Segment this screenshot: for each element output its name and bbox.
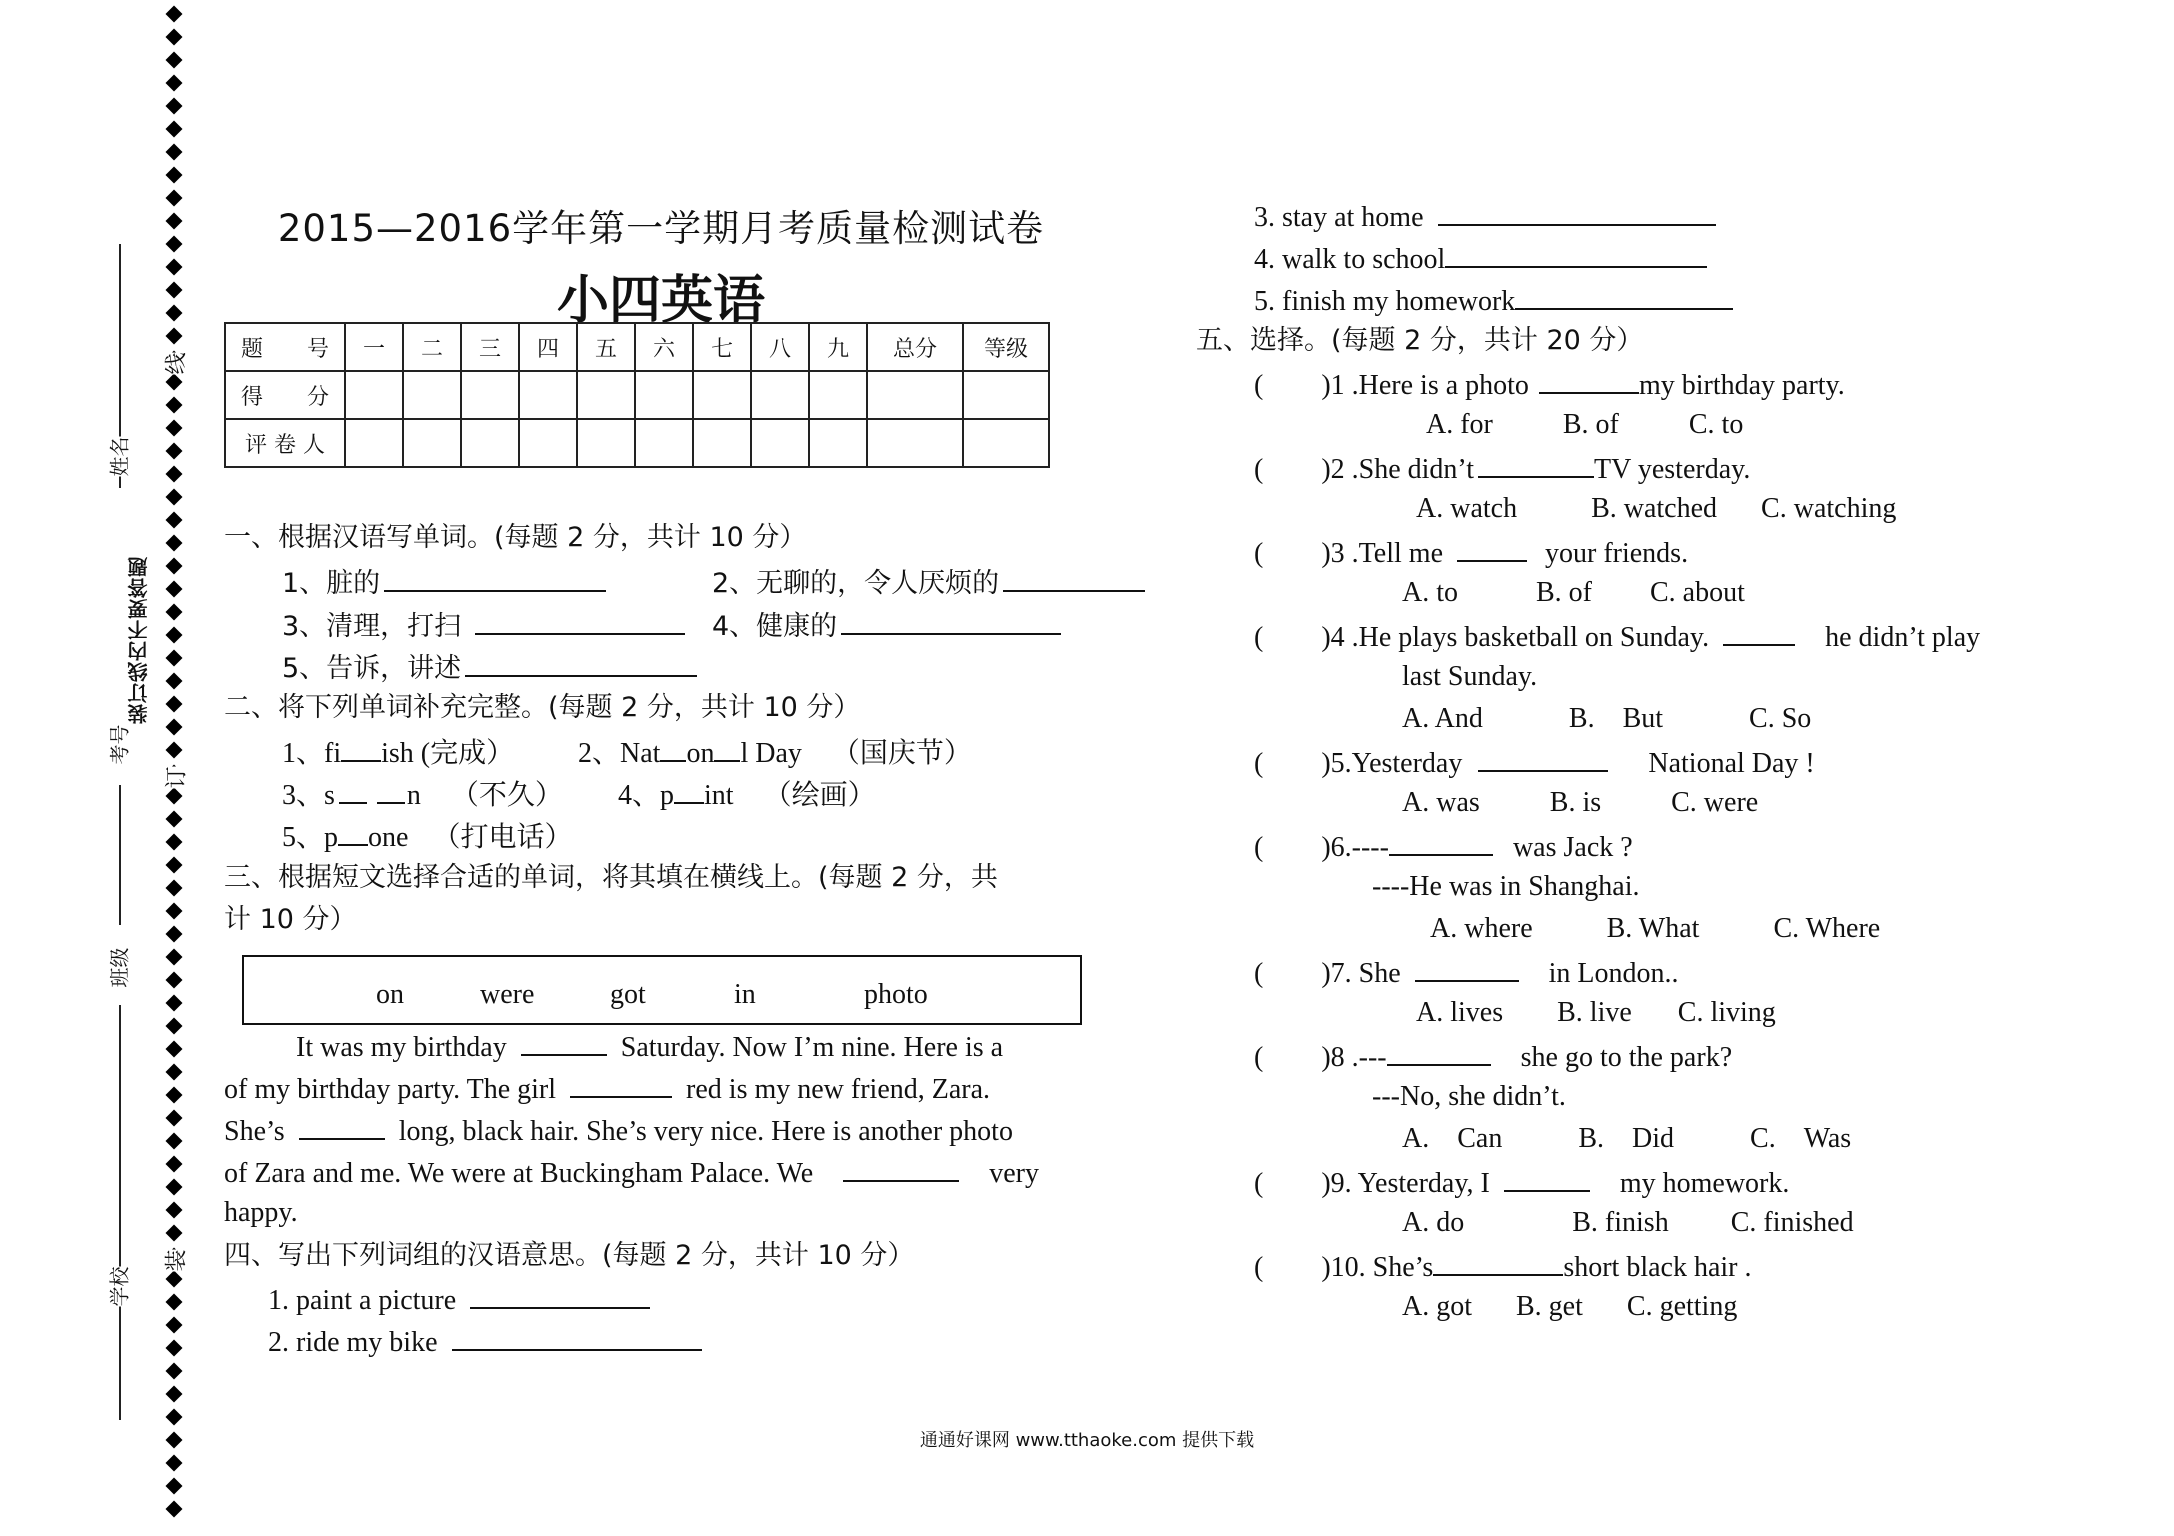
mc-stem: )9. Yesterday, I — [1321, 1168, 1490, 1199]
passage-text: of my birthday party. The girl — [224, 1074, 557, 1105]
mc-option[interactable]: C. So — [1749, 703, 1812, 734]
sec2-q5 — [282, 818, 572, 855]
answer-blank[interactable] — [1438, 198, 1716, 226]
diamond-mark — [166, 1179, 183, 1196]
diamond-mark — [166, 236, 183, 253]
diamond-mark — [166, 75, 183, 92]
sec2-q1-end: ish (完成） — [381, 738, 515, 769]
sec2-q3 — [282, 776, 563, 813]
sec2-q3-hint: （不久） — [450, 780, 563, 811]
section-1-heading: 一、根据汉语写单词。(每题 2 分，共计 10 分） — [224, 522, 807, 553]
seal-mark-line: 线 — [160, 352, 191, 374]
diamond-mark — [166, 1317, 183, 1334]
letter-blank[interactable] — [660, 734, 686, 762]
answer-blank[interactable] — [384, 564, 606, 592]
answer-blank[interactable] — [521, 1028, 607, 1056]
diamond-mark — [166, 627, 183, 644]
sec2-q1-start: 1、fi — [282, 738, 342, 769]
diamond-mark — [166, 949, 183, 966]
school-label: 学校 — [104, 1267, 133, 1307]
passage-text: of Zara and me. We were at Buckingham Palace. We — [224, 1158, 814, 1189]
mc-option[interactable]: A. Can — [1402, 1123, 1503, 1154]
diamond-mark — [166, 305, 183, 322]
diamond-mark — [166, 995, 183, 1012]
diamond-mark — [166, 397, 183, 414]
diamond-mark — [166, 1064, 183, 1081]
sec4-q3 — [1254, 198, 1720, 235]
diamond-mark — [166, 144, 183, 161]
answer-blank[interactable] — [465, 649, 697, 677]
diamond-mark — [166, 1294, 183, 1311]
score-cell[interactable] — [867, 371, 963, 419]
answer-paren[interactable]: ( — [1254, 748, 1264, 779]
diamond-mark — [166, 719, 183, 736]
diamond-mark — [166, 604, 183, 621]
diamond-mark — [166, 259, 183, 276]
answer-paren[interactable]: ( — [1254, 958, 1264, 989]
mc-option[interactable]: C. to — [1688, 409, 1744, 440]
mc-stem: )3 .Tell me — [1321, 538, 1443, 569]
score-cell[interactable] — [809, 371, 867, 419]
diamond-mark — [166, 972, 183, 989]
answer-paren[interactable]: ( — [1254, 1168, 1264, 1199]
answer-paren[interactable]: ( — [1254, 622, 1264, 653]
passage-line-3 — [224, 1112, 1013, 1149]
letter-blank[interactable] — [674, 776, 704, 804]
download-footer: 通通好课网 www.tthaoke.com 提供下载 — [919, 1430, 1255, 1451]
score-col-2: 二 — [403, 323, 461, 371]
sec1-q1-text: 1、脏的 — [282, 568, 381, 599]
mc-option[interactable]: A. And — [1402, 703, 1483, 734]
mc-option[interactable]: B. is — [1549, 787, 1602, 818]
answer-blank[interactable] — [570, 1070, 672, 1098]
diamond-mark — [166, 1110, 183, 1127]
seal-line-notice: 装订线内不要答题 — [127, 556, 151, 724]
mc-option[interactable]: C. getting — [1626, 1291, 1738, 1322]
score-table — [224, 322, 1050, 468]
score-row — [225, 371, 1049, 419]
score-col-6: 六 — [635, 323, 693, 371]
word-bank-item: photo — [864, 979, 928, 1010]
sec1-q3-text: 3、清理，打扫 — [282, 611, 462, 642]
passage-text: She’s — [224, 1116, 285, 1147]
answer-paren[interactable]: ( — [1254, 370, 1264, 401]
sec2-q3-end: n — [406, 780, 421, 811]
grader-cell[interactable] — [867, 419, 963, 467]
mc-option[interactable]: C. were — [1671, 787, 1759, 818]
answer-blank[interactable] — [452, 1323, 702, 1351]
answer-paren[interactable]: ( — [1254, 454, 1264, 485]
section-2-heading: 二、将下列单词补充完整。(每题 2 分，共计 10 分） — [224, 692, 861, 723]
letter-blank[interactable] — [377, 776, 405, 804]
sec4-q5-text: 5. finish my homework — [1254, 286, 1516, 317]
diamond-mark — [166, 834, 183, 851]
score-col-grade: 等级 — [963, 323, 1049, 371]
sec1-q2-text: 2、无聊的，令人厌烦的 — [712, 568, 1000, 599]
mc-q9 — [1254, 1164, 1789, 1201]
sec4-q2 — [268, 1323, 706, 1360]
score-col-3: 三 — [461, 323, 519, 371]
sec4-q1-text: 1. paint a picture — [268, 1285, 457, 1316]
answer-paren[interactable]: ( — [1254, 1252, 1264, 1283]
diamond-mark — [166, 880, 183, 897]
passage-line-5: happy. — [224, 1197, 298, 1228]
mc-stem: my birthday party. — [1638, 370, 1845, 401]
sec4-q3-text: 3. stay at home — [1254, 202, 1424, 233]
score-col-1: 一 — [345, 323, 403, 371]
mc-option[interactable]: B. finish — [1572, 1207, 1669, 1238]
answer-blank[interactable] — [841, 607, 1061, 635]
diamond-mark — [166, 1087, 183, 1104]
mc-stem: your friends. — [1545, 538, 1689, 569]
exam-title: 2015—2016学年第一学期月考质量检测试卷 — [277, 207, 1045, 250]
diamond-mark — [166, 857, 183, 874]
section-5-heading: 五、选择。(每题 2 分，共计 20 分） — [1196, 325, 1644, 356]
mc-q5-options — [1402, 786, 1758, 820]
mc-stem: )1 .Here is a photo — [1321, 370, 1529, 401]
mc-stem: she go to the park? — [1520, 1042, 1733, 1073]
mc-q6-reply: ----He was in Shanghai. — [1372, 871, 1640, 902]
mc-option[interactable]: A. to — [1402, 577, 1458, 608]
passage-line-2 — [224, 1070, 990, 1107]
mc-option[interactable]: C. living — [1677, 997, 1776, 1028]
sec2-q5-start: 5、p — [282, 822, 339, 853]
mc-option[interactable]: B. of — [1562, 409, 1619, 440]
score-col-8: 八 — [751, 323, 809, 371]
mc-stem: he didn’t play — [1825, 622, 1981, 653]
diamond-mark — [166, 466, 183, 483]
exam-no-label: 考号 — [104, 725, 133, 765]
diamond-mark — [166, 1133, 183, 1150]
grader-cell[interactable] — [403, 419, 461, 467]
mc-q4-options — [1402, 702, 1811, 736]
mc-stem: in London.. — [1548, 958, 1679, 989]
answer-blank[interactable] — [470, 1281, 650, 1309]
diamond-mark — [166, 558, 183, 575]
answer-blank[interactable] — [1445, 240, 1707, 268]
diamond-mark — [166, 1386, 183, 1403]
score-row-label: 得 分 — [225, 371, 345, 419]
diamond-mark — [166, 167, 183, 184]
mc-option[interactable]: A. got — [1402, 1291, 1472, 1322]
diamond-mark — [166, 696, 183, 713]
grader-cell[interactable] — [577, 419, 635, 467]
passage-text: It was my birthday — [296, 1032, 507, 1063]
score-col-total: 总分 — [867, 323, 963, 371]
mc-q8-reply: ---No, she didn’t. — [1372, 1081, 1566, 1112]
diamond-mark — [166, 1271, 183, 1288]
mc-q9-options — [1402, 1206, 1854, 1240]
mc-option[interactable]: B. of — [1536, 577, 1592, 608]
answer-blank[interactable] — [1515, 282, 1733, 310]
mc-q4-cont: last Sunday. — [1402, 661, 1538, 692]
mc-option[interactable]: C. Where — [1773, 913, 1881, 944]
sec1-q4-text: 4、健康的 — [712, 611, 838, 642]
mc-option[interactable]: A. do — [1402, 1207, 1465, 1238]
exam-no-field-line — [119, 785, 121, 925]
mc-option[interactable]: A. watch — [1416, 493, 1518, 524]
mc-q1-options — [1426, 408, 1743, 442]
answer-blank[interactable] — [475, 607, 685, 635]
passage-line-4 — [224, 1154, 1039, 1191]
mc-option[interactable]: A. lives — [1416, 997, 1504, 1028]
mc-option[interactable]: B. live — [1557, 997, 1632, 1028]
mc-q3-options — [1402, 576, 1745, 610]
mc-option[interactable]: B. But — [1568, 703, 1664, 734]
score-cell[interactable] — [345, 371, 403, 419]
seal-mark-zhuang: 装 — [160, 1249, 191, 1271]
mc-q8-options — [1402, 1122, 1851, 1156]
grader-cell[interactable] — [635, 419, 693, 467]
diamond-mark — [166, 1409, 183, 1426]
answer-blank — [1504, 1164, 1590, 1192]
word-bank-item: on — [376, 979, 404, 1010]
diamond-mark — [166, 420, 183, 437]
diamond-mark — [166, 1340, 183, 1357]
sec4-q4-text: 4. walk to school — [1254, 244, 1446, 275]
mc-q1 — [1254, 366, 1845, 403]
section-3-heading: 三、根据短文选择合适的单词，将其填在横线上。(每题 2 分，共 — [224, 862, 998, 893]
mc-q3 — [1254, 534, 1688, 571]
name-label: 姓名 — [104, 437, 133, 477]
grader-cell[interactable] — [751, 419, 809, 467]
diamond-mark — [166, 788, 183, 805]
answer-blank — [1389, 828, 1493, 856]
grader-row — [225, 419, 1049, 467]
diamond-mark — [166, 282, 183, 299]
letter-blank[interactable] — [341, 734, 381, 762]
score-col-4: 四 — [519, 323, 577, 371]
mc-stem: )7. She — [1321, 958, 1401, 989]
sec1-q2 — [712, 564, 1149, 601]
passage-text: Saturday. Now I’m nine. Here is a — [620, 1032, 1004, 1063]
diamond-mark — [166, 811, 183, 828]
diamond-mark — [166, 1041, 183, 1058]
diamond-mark — [166, 1478, 183, 1495]
mc-q5 — [1254, 744, 1815, 781]
score-table-header-row — [225, 323, 1049, 371]
diamond-mark — [166, 52, 183, 69]
mc-option[interactable]: A. for — [1426, 409, 1493, 440]
school-field-line — [119, 1290, 121, 1420]
score-cell[interactable] — [577, 371, 635, 419]
mc-q2-options — [1416, 492, 1896, 526]
grader-cell[interactable] — [693, 419, 751, 467]
answer-paren[interactable]: ( — [1254, 832, 1264, 863]
mc-option[interactable]: B. get — [1516, 1291, 1583, 1322]
sec4-q5 — [1254, 282, 1737, 319]
score-cell[interactable] — [403, 371, 461, 419]
mc-stem: short black hair . — [1563, 1252, 1752, 1283]
sec2-q4-start: 4、p — [618, 780, 675, 811]
mc-option[interactable]: B. What — [1606, 913, 1700, 944]
diamond-mark — [166, 1156, 183, 1173]
mc-stem: )5.Yesterday — [1321, 748, 1463, 779]
sec2-q1 — [282, 734, 514, 771]
mc-q10-options — [1402, 1290, 1737, 1324]
passage-line-1 — [296, 1028, 1003, 1065]
passage-text: very — [989, 1158, 1039, 1189]
letter-blank[interactable] — [338, 818, 368, 846]
diamond-mark — [166, 926, 183, 943]
answer-blank[interactable] — [1003, 564, 1145, 592]
mc-option[interactable]: B. watched — [1591, 493, 1718, 524]
mc-q4 — [1254, 618, 1980, 655]
sec2-q2-part-b: on — [686, 738, 715, 769]
exam-subtitle: 小四英语 — [556, 271, 765, 331]
mc-option[interactable]: A. was — [1402, 787, 1480, 818]
diamond-mark — [166, 1501, 183, 1518]
mc-q8 — [1254, 1038, 1732, 1075]
answer-paren[interactable]: ( — [1254, 538, 1264, 569]
grader-cell[interactable] — [963, 419, 1049, 467]
mc-q6-options — [1430, 912, 1880, 946]
letter-blank[interactable] — [339, 776, 367, 804]
passage-text: long, black hair. She’s very nice. Here is another photo — [398, 1116, 1013, 1147]
diamond-mark — [166, 190, 183, 207]
grader-row-label: 评 卷 人 — [225, 419, 345, 467]
score-cell[interactable] — [693, 371, 751, 419]
mc-stem: was Jack ? — [1512, 832, 1633, 863]
mc-q2 — [1254, 450, 1750, 487]
diamond-mark — [166, 535, 183, 552]
answer-paren[interactable]: ( — [1254, 1042, 1264, 1073]
diamond-mark — [166, 581, 183, 598]
class-label: 班级 — [104, 948, 133, 988]
sec1-q4 — [712, 607, 1065, 644]
mc-stem: )8 .--- — [1321, 1042, 1387, 1073]
mc-option[interactable]: C. about — [1650, 577, 1745, 608]
sec2-q4-end: int — [704, 780, 734, 811]
sec4-q4 — [1254, 240, 1711, 277]
mc-q7-options — [1416, 996, 1776, 1030]
diamond-mark — [166, 1018, 183, 1035]
diamond-mark — [166, 673, 183, 690]
diamond-mark — [166, 374, 183, 391]
answer-blank[interactable] — [299, 1112, 385, 1140]
answer-blank — [1478, 744, 1608, 772]
diamond-mark — [166, 489, 183, 506]
diamond-mark — [166, 650, 183, 667]
diamond-mark — [166, 1225, 183, 1242]
mc-stem: )4 .He plays basketball on Sunday. — [1321, 622, 1710, 653]
diamond-mark — [166, 29, 183, 46]
diamond-mark — [166, 328, 183, 345]
sec2-q4 — [618, 776, 876, 813]
diamond-mark — [166, 98, 183, 115]
mc-stem: National Day ! — [1648, 748, 1815, 779]
mc-stem: )2 .She didn’t — [1321, 454, 1475, 485]
mc-option[interactable]: B. Did — [1578, 1123, 1675, 1154]
mc-stem: my homework. — [1619, 1168, 1790, 1199]
diamond-mark — [166, 512, 183, 529]
diamond-mark — [166, 742, 183, 759]
sec2-q2-part-c: l Day — [740, 738, 802, 769]
diamond-mark — [166, 1455, 183, 1472]
sec2-q2-part-a: 2、Nat — [578, 738, 661, 769]
passage-text: red is my new friend, Zara. — [686, 1074, 991, 1105]
word-bank-item: in — [734, 979, 756, 1010]
grader-cell[interactable] — [345, 419, 403, 467]
score-cell[interactable] — [751, 371, 809, 419]
answer-blank — [1433, 1248, 1563, 1276]
mc-option[interactable]: C. Was — [1750, 1123, 1852, 1154]
score-cell[interactable] — [963, 371, 1049, 419]
mc-stem: )6.---- — [1321, 832, 1389, 863]
grader-cell[interactable] — [809, 419, 867, 467]
sec1-q5-text: 5、告诉，讲述 — [282, 653, 462, 684]
mc-option[interactable]: C. finished — [1730, 1207, 1854, 1238]
answer-blank — [1539, 366, 1639, 394]
section-3-heading-cont: 计 10 分） — [224, 904, 357, 935]
score-cell[interactable] — [635, 371, 693, 419]
grader-cell[interactable] — [519, 419, 577, 467]
grader-cell[interactable] — [461, 419, 519, 467]
mc-stem: TV yesterday. — [1594, 454, 1751, 485]
sec2-q5-hint: （打电话） — [432, 822, 573, 853]
section-4-heading: 四、写出下列词组的汉语意思。(每题 2 分，共计 10 分） — [224, 1240, 915, 1271]
sec4-q2-text: 2. ride my bike — [268, 1327, 438, 1358]
sec1-q1 — [282, 564, 610, 601]
letter-blank[interactable] — [714, 734, 740, 762]
score-col-5: 五 — [577, 323, 635, 371]
answer-blank — [1415, 954, 1519, 982]
answer-blank — [1723, 618, 1795, 646]
answer-blank — [1478, 450, 1594, 478]
sec2-q4-hint: （绘画） — [763, 780, 876, 811]
word-bank-item: got — [610, 979, 646, 1010]
word-bank-item: were — [480, 979, 535, 1010]
word-bank-box — [242, 955, 1082, 1025]
mc-q10 — [1254, 1248, 1752, 1285]
sec1-q3 — [282, 607, 689, 644]
diamond-mark — [166, 1363, 183, 1380]
score-cell[interactable] — [519, 371, 577, 419]
sec4-q1 — [268, 1281, 654, 1318]
sec2-q2-hint: （国庆节） — [831, 738, 972, 769]
mc-q7 — [1254, 954, 1679, 991]
answer-blank — [1387, 1038, 1491, 1066]
answer-blank — [1457, 534, 1527, 562]
diamond-mark — [166, 6, 183, 23]
mc-q6 — [1254, 828, 1633, 865]
diamond-mark — [166, 443, 183, 460]
sec2-q3-start: 3、s — [282, 780, 335, 811]
mc-option[interactable]: A. where — [1430, 913, 1533, 944]
diamond-mark — [166, 121, 183, 138]
class-field-line — [119, 1005, 121, 1267]
diamond-mark — [166, 903, 183, 920]
sec1-q5 — [282, 649, 701, 686]
score-col-9: 九 — [809, 323, 867, 371]
sec2-q2 — [578, 734, 972, 771]
score-col-label: 题 号 — [225, 323, 345, 371]
answer-blank[interactable] — [843, 1154, 959, 1182]
sec2-q5-end: one — [368, 822, 409, 853]
score-cell[interactable] — [461, 371, 519, 419]
diamond-mark — [166, 1202, 183, 1219]
mc-option[interactable]: C. watching — [1761, 493, 1897, 524]
seal-mark-ding: 订 — [160, 766, 191, 788]
mc-stem: )10. She’s — [1321, 1252, 1434, 1283]
score-col-7: 七 — [693, 323, 751, 371]
diamond-mark — [166, 213, 183, 230]
